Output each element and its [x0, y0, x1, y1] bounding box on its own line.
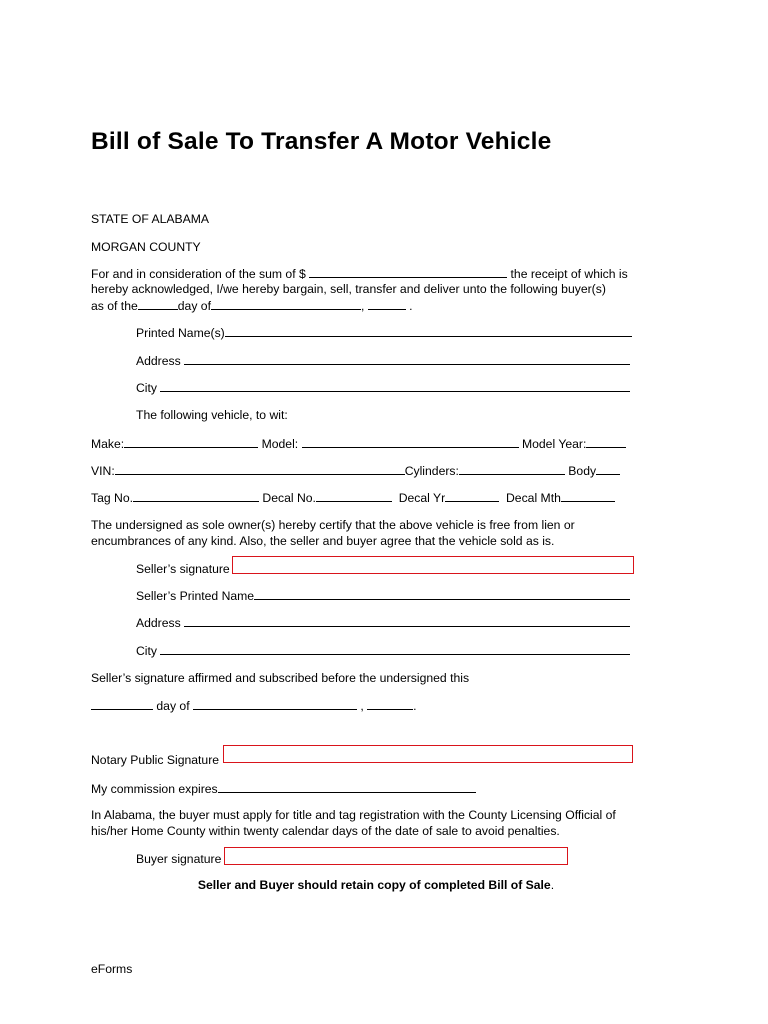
buyer-signature-box[interactable] [224, 847, 568, 865]
seller-signature-box[interactable] [232, 556, 634, 574]
month-field[interactable] [211, 298, 361, 310]
consideration-line-1: For and in consideration of the sum of $ the receipt of which is [91, 267, 628, 281]
seller-address-field[interactable] [184, 615, 630, 627]
affirm-date-row: day of , . [91, 698, 417, 714]
body-field[interactable] [596, 463, 620, 475]
affirm-year-field[interactable] [367, 698, 413, 710]
consideration-line-2: hereby acknowledged, I/we hereby bargain, sell, transfer and deliver unto the following buyer(s) [91, 282, 606, 296]
certify-line-1: The undersigned as sole owner(s) hereby certify that the above vehicle is free from lien or [91, 518, 575, 532]
buyer-printed-name-field[interactable] [225, 325, 632, 337]
buyer-address-row: Address [136, 353, 630, 369]
vehicle-vin-row: VIN: Cylinders: Body [91, 463, 620, 479]
year-field[interactable] [368, 298, 406, 310]
buyer-city-row: City [136, 380, 630, 396]
vin-field[interactable] [115, 463, 405, 475]
seller-printed-name-field[interactable] [254, 588, 630, 600]
vehicle-tag-row: Tag No. Decal No. Decal Yr Decal Mth [91, 490, 615, 506]
buyer-printed-name-row: Printed Name(s) [136, 325, 632, 341]
retain-copy-note: Seller and Buyer should retain copy of completed Bill of Sale. [197, 878, 555, 892]
affirm-line: Seller’s signature affirmed and subscribed before the undersigned this [91, 671, 470, 685]
alabama-line-1: In Alabama, the buyer must apply for title and tag registration with the County Licensing Official of [91, 808, 616, 822]
buyer-city-field[interactable] [160, 380, 630, 392]
state-label: STATE OF ALABAMA [91, 212, 210, 226]
footer-brand: eForms [91, 962, 133, 976]
notary-signature-box[interactable] [223, 745, 633, 763]
sum-field[interactable] [309, 266, 507, 278]
buyer-address-field[interactable] [184, 353, 630, 365]
affirm-month-field[interactable] [193, 698, 357, 710]
decal-yr-field[interactable] [445, 490, 499, 502]
seller-printed-name-row: Seller’s Printed Name [136, 588, 630, 604]
consideration-line-3: as of the day of , . [91, 299, 413, 313]
decal-mth-field[interactable] [561, 490, 615, 502]
decal-no-field[interactable] [316, 490, 392, 502]
seller-city-field[interactable] [160, 643, 630, 655]
document-title: Bill of Sale To Transfer A Motor Vehicle [91, 128, 552, 155]
model-year-field[interactable] [586, 436, 626, 448]
vehicle-intro: The following vehicle, to wit: [136, 408, 288, 422]
make-field[interactable] [124, 436, 258, 448]
buyer-signature-row: Buyer signature [136, 852, 222, 866]
notary-signature-row: Notary Public Signature [91, 753, 220, 767]
model-field[interactable] [302, 436, 519, 448]
commission-field[interactable] [218, 781, 476, 793]
cylinders-field[interactable] [459, 463, 565, 475]
tag-no-field[interactable] [133, 490, 259, 502]
affirm-day-field[interactable] [91, 698, 153, 710]
day-field[interactable] [138, 298, 178, 310]
alabama-line-2: his/her Home County within twenty calendar days of the date of sale to avoid penalties. [91, 824, 560, 838]
commission-row: My commission expires [91, 781, 476, 797]
county-label: MORGAN COUNTY [91, 240, 201, 254]
seller-city-row: City [136, 643, 630, 659]
seller-signature-row: Seller’s signature [136, 562, 230, 576]
vehicle-make-row: Make: Model: Model Year: [91, 436, 626, 452]
certify-line-2: encumbrances of any kind. Also, the seller and buyer agree that the vehicle sold as is. [91, 534, 555, 548]
seller-address-row: Address [136, 615, 630, 631]
